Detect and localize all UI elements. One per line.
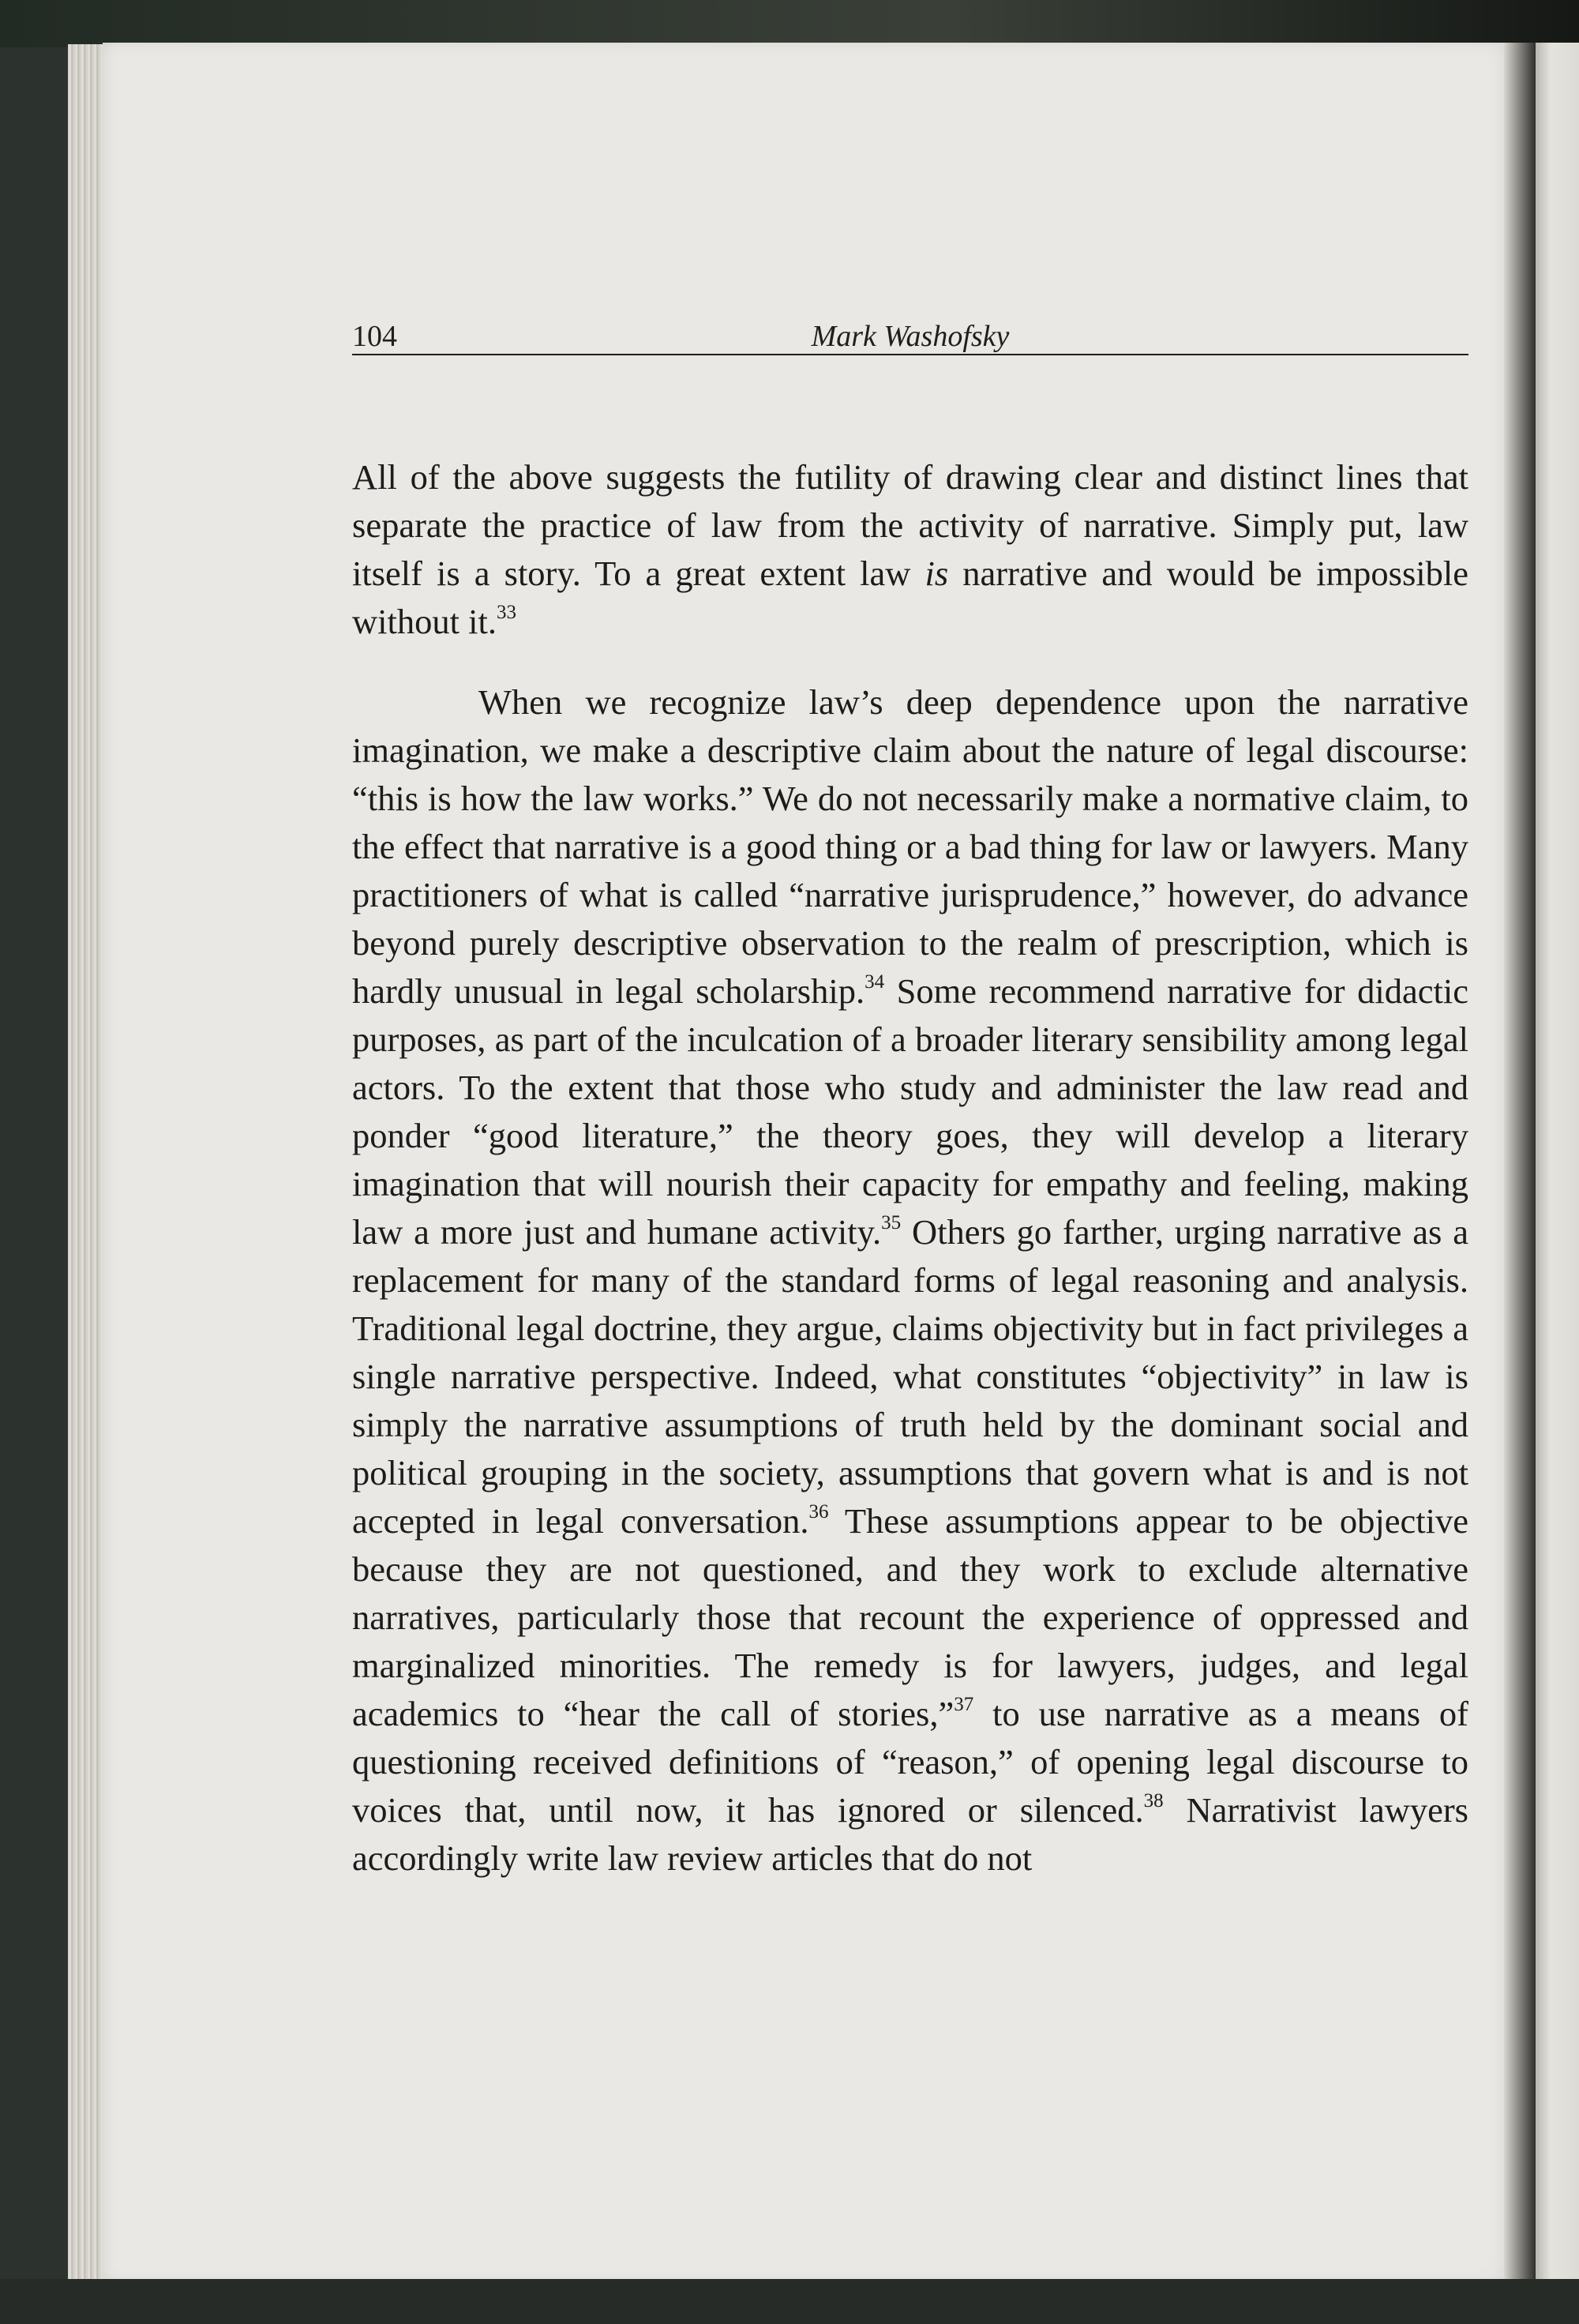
paragraph-2-text-6: Narrativist lawyers accordingly write law review articles that do not [352, 1790, 1468, 1878]
paragraph-2-text-5: to use narrative as a means of questioning received definitions of “reason,” of opening legal discourse to voices that, until now, it has ignored or silenced. [352, 1694, 1468, 1830]
paragraph-2-text-4: These assumptions appear to be objective because they are not questioned, and they work to exclude alternative narratives, particularly those that recount the experience of oppressed and marginalized minorities. The remedy is for lawyers, judges, and legal academics to “hear the call of stories,” [352, 1501, 1468, 1733]
paragraph-2-text-3: Others go farther, urging narrative as a replacement for many of the standard forms of legal reasoning and analysis. Traditional legal doctrine, they argue, claims objectivity but in fact privileges a single narrative perspective. Indeed, what constitutes “objectivity” in law is simply the narrative assumptions of truth held by the dominant social and political grouping in the society, assumptions that govern what is and is not accepted in legal conversation. [352, 1212, 1468, 1541]
page-number: 104 [352, 320, 397, 353]
page-header [352, 319, 1468, 355]
footnote-ref-37[interactable]: 37 [954, 1694, 974, 1715]
paragraph-1-text-b: narrative and would be impossible without it. [352, 554, 1468, 641]
paragraph-1-text-a: All of the above suggests the futility of drawing clear and distinct lines that separate the practice of law from the activity of narrative. Simply put, law itself is a story. To a great extent law [352, 457, 1468, 593]
footnote-ref-33[interactable]: 33 [496, 602, 516, 623]
paragraph-1 [352, 453, 1468, 646]
paragraph-2-text-2: Some recommend narrative for didactic purposes, as part of the inculcation of a broader literary sensibility among legal actors. To the extent that those who study and administer the law read and ponder “good literature,” the theory goes, they will develop a literary imagination that will nourish their capacity for empathy and feeling, making law a more just and humane activity. [352, 971, 1468, 1252]
footnote-ref-35[interactable]: 35 [881, 1212, 902, 1233]
footnote-ref-34[interactable]: 34 [865, 971, 885, 993]
paragraph-2 [352, 678, 1468, 1883]
footnote-ref-36[interactable]: 36 [808, 1501, 829, 1522]
emphasis-is: is [925, 554, 949, 593]
facing-page-edge [1536, 43, 1579, 2285]
running-head-author: Mark Washofsky [811, 320, 1010, 353]
footnote-ref-38[interactable]: 38 [1143, 1790, 1164, 1812]
book-gutter [1504, 43, 1536, 2282]
paragraph-2-text-1: When we recognize law’s deep dependence upon the narrative imagination, we make a descriptive claim about the nature of legal discourse: “this is how the law works.” We do not necessarily make a normative claim, to the effect that narrative is a good thing or a bad thing for law or lawyers. Many practitioners of what is called “narrative jurisprudence,” however, do advance beyond purely descriptive observation to the realm of prescription, which is hardly unusual in legal scholarship. [352, 682, 1468, 1011]
background-top [0, 0, 1579, 47]
body-text [352, 453, 1468, 1883]
background-bottom [0, 2279, 1579, 2324]
